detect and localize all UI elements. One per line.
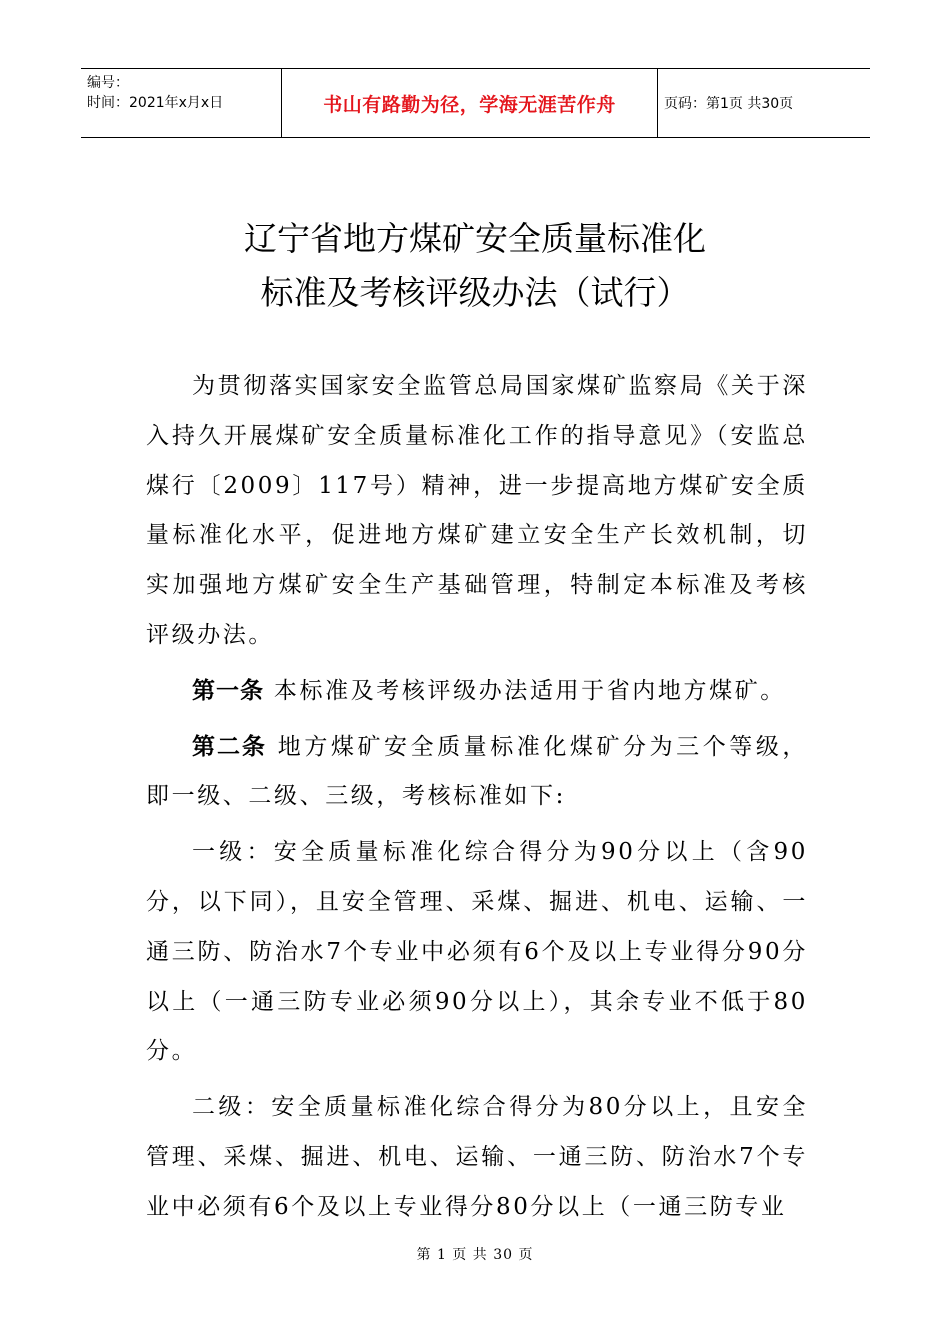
title-line-1: 辽宁省地方煤矿安全质量标准化 — [244, 219, 706, 258]
intro-paragraph: 为贯彻落实国家安全监管总局国家煤矿监察局《关于深入持久开展煤矿安全质量标准化工作的指导意见》（安监总煤行〔2009〕117号）精神，进一步提高地方煤矿安全质量标准化水平，促进地方煤矿建立安全生产长效机制，切实加强地方煤矿安全生产基础管理，特制定本标准及考核评级办法。 — [146, 373, 808, 648]
article-1-label: 第一条 — [192, 677, 264, 704]
level-1-paragraph: 一级：安全质量标准化综合得分为90分以上（含90分，以下同），且安全管理、采煤、掘进、机电、运输、一通三防、防治水7个专业中必须有6个及以上专业得分90分以上（一通三防专业必须90分以上），其余专业不低于80分。 — [146, 839, 808, 1065]
date-label: 时间：2021年x月x日 — [87, 95, 224, 111]
motto-text: 书山有路勤为径，学海无涯苦作舟 — [323, 93, 616, 116]
header-page-cell — [658, 69, 870, 137]
document-title — [0, 212, 950, 320]
title-line-2: 标准及考核评级办法（试行） — [260, 273, 690, 312]
article-1-text: 本标准及考核评级办法适用于省内地方煤矿。 — [264, 677, 786, 704]
article-2-text: 地方煤矿安全质量标准化煤矿分为三个等级，即一级、二级、三级，考核标准如下: — [146, 733, 808, 810]
document-header — [81, 68, 870, 138]
document-body — [146, 362, 808, 1233]
header-meta — [81, 69, 281, 137]
page-footer: 第 1 页 共 30 页 — [416, 1247, 534, 1263]
article-2-label: 第二条 — [192, 733, 267, 760]
number-label: 编号： — [87, 75, 129, 91]
header-motto-cell — [281, 69, 658, 137]
level-2-paragraph: 二级：安全质量标准化综合得分为80分以上，且安全管理、采煤、掘进、机电、运输、一通三防、防治水7个专业中必须有6个及以上专业得分80分以上（一通三防专业 — [146, 1094, 808, 1220]
article-2 — [146, 723, 808, 823]
article-1 — [146, 667, 808, 717]
page-label: 页码：第1页 共30页 — [664, 96, 794, 112]
